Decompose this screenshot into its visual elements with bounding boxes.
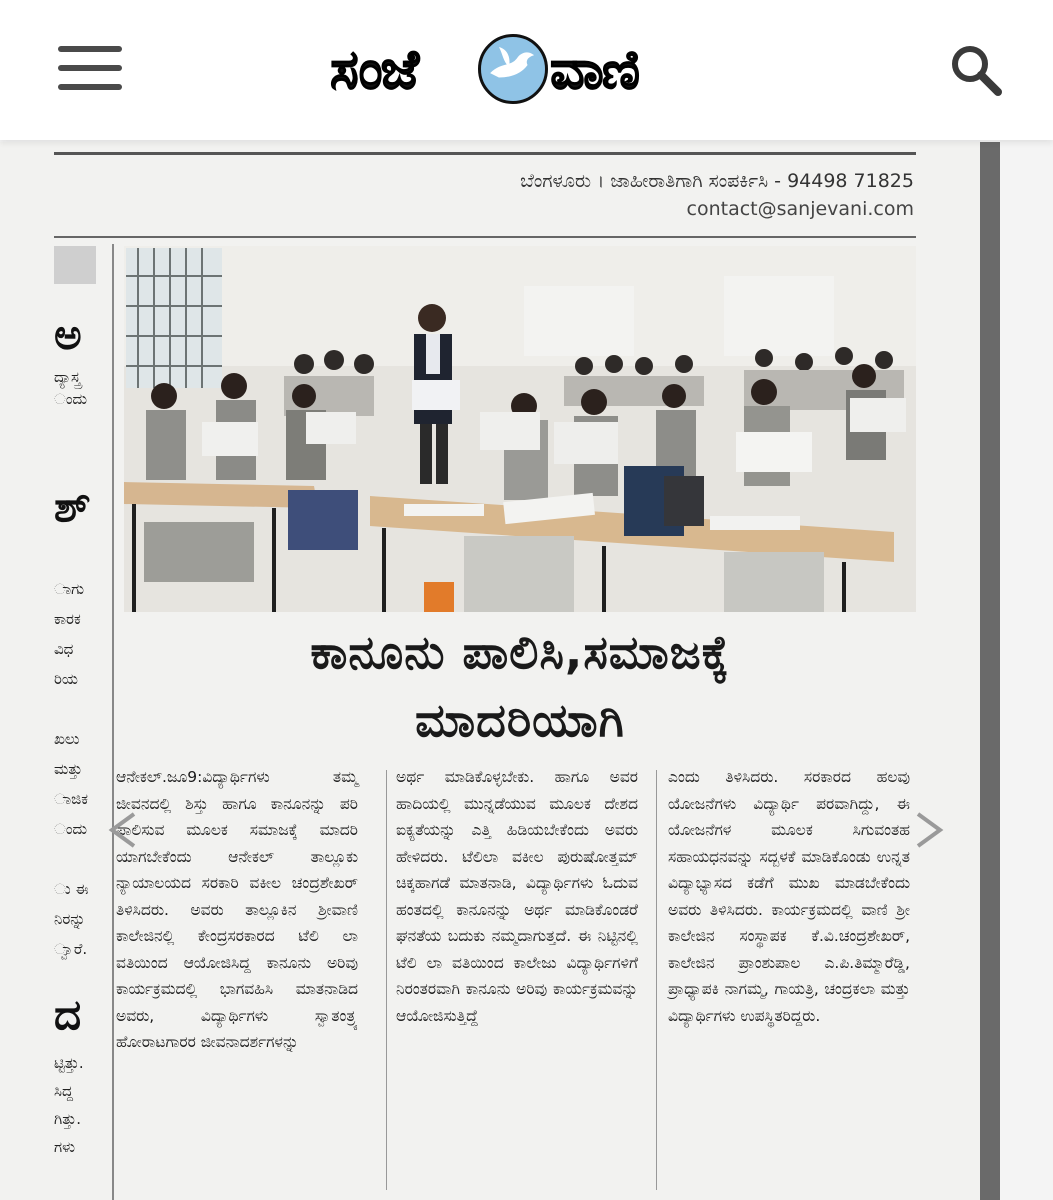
masthead-email: contact@sanjevani.com — [686, 198, 914, 220]
column-separator — [656, 770, 657, 1190]
page-scrollbar[interactable] — [980, 142, 1000, 1200]
strip-text-line: ಸಿದ್ದ — [54, 1082, 74, 1100]
strip-text-line: ಖಲು — [54, 730, 80, 748]
article-headline — [124, 618, 916, 754]
strip-text-line: ನಿರನ್ನು — [54, 910, 86, 928]
article-photo[interactable] — [124, 246, 916, 612]
search-icon[interactable] — [948, 42, 1004, 98]
chevron-left-icon[interactable] — [100, 810, 140, 850]
section-rule — [54, 236, 916, 238]
app-header — [0, 0, 1053, 140]
article-column-1: ಆನೇಕಲ್.ಜೂ9:ವಿದ್ಯಾರ್ಥಿಗಳು ತಮ್ಮ ಜೀವನದಲ್ಲಿ ಶಿಸ್ತು ಹಾಗೂ ಕಾನೂನನ್ನು ಪರಿ ಪಾಲಿಸುವ ಮೂಲಕ ಸಮಾಜಕ್ಕೆ ಮಾದರಿ ಯಾಗಬೇಕೆಂದು ಆನೇಕಲ್ ತಾಲ್ಲೂಕು ನ್ಯಾಯಾಲಯದ ಸರಕಾರಿ ವಕೀಲ ಚಂದ್ರಶೇಖರ್ ತಿಳಿಸಿದರು. ಅವರು ತಾಲ್ಲೂಕಿನ ಶ್ರೀವಾಣಿ ಕಾಲೇಜಿನಲ್ಲಿ ಕೇಂದ್ರಸರಕಾರದ ಟೆಲಿ ಲಾ ವತಿಯಿಂದ ಆಯೋಜಿಸಿದ್ದ ಕಾನೂನು ಅರಿವು ಕಾರ್ಯಕ್ರಮದಲ್ಲಿ ಭಾಗವಹಿಸಿ ಮಾತನಾಡಿದ ಅವರು, ವಿದ್ಯಾರ್ಥಿಗಳು ಸ್ವಾತಂತ್ರ್ಯ ಹೋರಾಟಗಾರರ ಜೀವನಾದರ್ಶಗಳನ್ನು — [116, 768, 358, 1051]
adjacent-article-strip — [54, 244, 110, 1200]
gray-block — [54, 246, 96, 284]
strip-text-line: ಮತ್ತು — [54, 760, 83, 778]
strip-text-line: ಟ್ಟಿತ್ತು. — [54, 1054, 84, 1072]
strip-text-line: ಗಿತ್ತು. — [54, 1110, 81, 1128]
article-column-3: ಎಂದು ತಿಳಿಸಿದರು. ಸರಕಾರದ ಹಲವು ಯೋಜನೆಗಳು ವಿದ್ಯಾರ್ಥಿ ಪರವಾಗಿದ್ದು, ಈ ಯೋಜನೆಗಳ ಮೂಲಕ ಸಿಗುವಂತಹ ಸಹಾಯಧನವನ್ನು ಸದ್ಬಳಕೆ ಮಾಡಿಕೊಂಡು ಉನ್ನತ ವಿದ್ಯಾಭ್ಯಾಸದ ಕಡೆಗೆ ಮುಖ ಮಾಡಬೇಕೆಂದು ಅವರು ತಿಳಿಸಿದರು. ಕಾರ್ಯಕ್ರಮದಲ್ಲಿ ವಾಣಿ ಶ್ರೀ ಕಾಲೇಜಿನ ಸಂಸ್ಥಾಪಕ ಕೆ.ವಿ.ಚಂದ್ರಶೇಖರ್, ಕಾಲೇಜಿನ ಪ್ರಾಂಶುಪಾಲ ಎ.ಪಿ.ತಿಮ್ಮಾರೆಡ್ಡಿ, ಪ್ರಾಧ್ಯಾಪಕಿ ನಾಗಮ್ಮ, ಗಾಯತ್ರಿ, ಚಂದ್ರಕಲಾ ಮತ್ತು ವಿದ್ಯಾರ್ಥಿಗಳು ಉಪಸ್ಥಿತರಿದ್ದರು. — [668, 768, 910, 1025]
column-separator — [386, 770, 387, 1190]
strip-text-line: ಕಾರಕ — [54, 610, 81, 628]
strip-text-line: ರಿಯ — [54, 670, 78, 688]
strip-heading-3: ದ — [54, 990, 82, 1039]
article-column-2: ಅರ್ಥ ಮಾಡಿಕೊಳ್ಳಬೇಕು. ಹಾಗೂ ಅವರ ಹಾದಿಯಲ್ಲಿ ಮುನ್ನಡೆಯುವ ಮೂಲಕ ದೇಶದ ಐಕ್ಯತೆಯನ್ನು ಎತ್ತಿ ಹಿಡಿಯಬೇಕೆಂದು ಅವರು ಹೇಳಿದರು. ಟೆಲಿಲಾ ವಕೀಲ ಪುರುಷೋತ್ತಮ್ ಚಿಕ್ಕಹಾಗಡೆ ಮಾತನಾಡಿ, ವಿದ್ಯಾರ್ಥಿಗಳು ಓದುವ ಹಂತದಲ್ಲಿ ಕಾನೂನನ್ನು ಅರ್ಥ ಮಾಡಿಕೊಂಡರೆ ಘನತೆಯ ಬದುಕು ನಮ್ಮದಾಗುತ್ತದೆ. ಈ ನಿಟ್ಟಿನಲ್ಲಿ ಟೆಲಿ ಲಾ ವತಿಯಿಂದ ಕಾಲೇಜು ವಿದ್ಯಾರ್ಥಿಗಳಿಗೆ ನಿರಂತರವಾಗಿ ಕಾನೂನು ಅರಿವು ಕಾರ್ಯಕ್ರಮವನ್ನು ಆಯೋಜಿಸುತ್ತಿದ್ದೆ — [396, 768, 638, 1025]
top-rule — [54, 152, 916, 155]
strip-text-line: ಾಜಿಕ — [54, 790, 88, 808]
column-divider — [112, 244, 114, 1200]
logo-text-left: ಸಂಜೆ — [330, 38, 418, 101]
strip-heading-2: ಶ್ — [54, 482, 91, 531]
strip-text-line: ್ವಾರೆ. — [54, 940, 88, 958]
dove-logo-icon — [478, 34, 548, 104]
strip-text-line: ಂದು — [54, 390, 87, 408]
headline-line-2: ಮಾದರಿಯಾಗಿ — [415, 693, 625, 747]
logo-text-right: ವಾಣಿ — [550, 38, 638, 101]
site-logo[interactable] — [330, 34, 724, 104]
strip-text-line: ಗಳು — [54, 1138, 76, 1156]
headline-line-1: ಕಾನೂನು ಪಾಲಿಸಿ,ಸಮಾಜಕ್ಕೆ — [310, 625, 730, 679]
strip-heading-1: ಅ — [54, 310, 82, 359]
strip-text-line: ದ್ಯಾಸ್ತ್ರ — [54, 368, 81, 386]
strip-text-line: ು ಈ — [54, 880, 89, 898]
strip-text-line: ಂದು — [54, 820, 87, 838]
masthead-contact-line: ಬೆಂಗಳೂರು । ಜಾಹೀರಾತಿಗಾಗಿ ಸಂಪರ್ಕಿಸಿ - 94498 71825 — [520, 170, 914, 192]
strip-text-line: ಾಗು — [54, 580, 85, 598]
chevron-right-icon[interactable] — [912, 810, 952, 850]
strip-text-line: ವಿಧ — [54, 640, 74, 658]
hamburger-icon[interactable] — [58, 44, 124, 92]
